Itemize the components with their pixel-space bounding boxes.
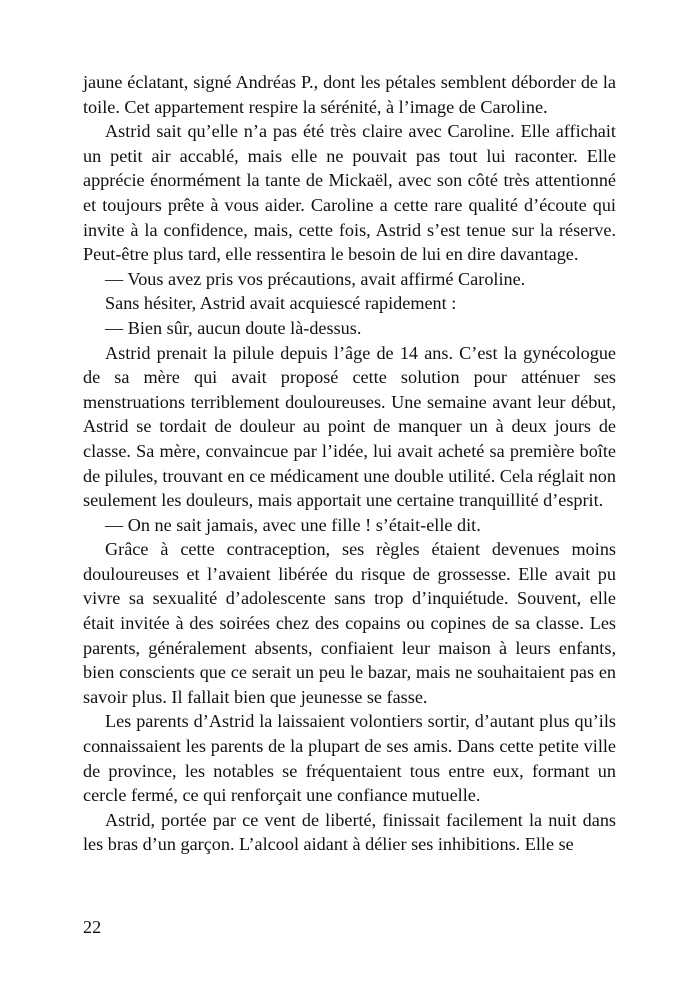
page-number: 22 bbox=[83, 917, 102, 937]
paragraph: Grâce à cette contraception, ses règles étaient devenues moins douloureuses et l’avaient libérée du risque de grossesse. Elle avait pu vivre sa sexualité d’adolescente sans trop d’inquiétude. Souvent, elle était invitée à des soirées chez des copains ou copines de sa classe. Les parents, généralement absents, confiaient leur maison à leurs enfants, bien conscients que ce serait un peu le bazar, mais ne souhaitaient pas en savoir plus. Il fallait bien que jeunesse se fasse. bbox=[83, 539, 616, 707]
body-text bbox=[83, 70, 616, 857]
paragraph: Astrid prenait la pilule depuis l’âge de 14 ans. C’est la gynécologue de sa mère qui avait proposé cette solution pour atténuer ses menstruations terriblement douloureuses. Une semaine avant leur début, Astrid se tordait de douleur au point de manquer un à deux jours de classe. Sa mère, convaincue par l’idée, lui avait acheté sa première boîte de pilules, trouvant en ce médicament une double utilité. Cela réglait non seulement les douleurs, mais apportait une certaine tranquillité d’esprit. bbox=[83, 342, 616, 511]
paragraph: Les parents d’Astrid la laissaient volontiers sortir, d’autant plus qu’ils connaissaient les parents de la plupart de ses amis. Dans cette petite ville de province, les notables se fréquentaient tous entre eux, formant un cercle fermé, ce qui renforçait une confiance mutuelle. bbox=[83, 711, 616, 806]
paragraph: Sans hésiter, Astrid avait acquiescé rapidement : bbox=[105, 293, 457, 314]
dialogue-line: — Vous avez pris vos précautions, avait affirmé Caroline. bbox=[105, 268, 526, 289]
paragraph: Astrid sait qu’elle n’a pas été très claire avec Caroline. Elle affichait un petit air accablé, mais elle ne pouvait pas tout lui raconter. Elle apprécie énormément la tante de Mickaël, avec son côté très attentionné et toujours prête à vous aider. Caroline a cette rare qualité d’écoute qui invite à la confidence, mais, cette fois, Astrid s’est tenue sur la réserve. Peut-être plus tard, elle ressentira le besoin de lui en dire davantage. bbox=[83, 121, 616, 265]
dialogue-line: — On ne sait jamais, avec une fille ! s’était-elle dit. bbox=[105, 514, 481, 535]
paragraph: Astrid, portée par ce vent de liberté, finissait facilement la nuit dans les bras d’un garçon. L’alcool aidant à délier ses inhibitions. Elle se bbox=[83, 809, 616, 855]
paragraph-continuation: jaune éclatant, signé Andréas P., dont les pétales semblent déborder de la toile. Cet appartement respire la sérénité, à l’image de Caroline. bbox=[83, 72, 616, 117]
dialogue-line: — Bien sûr, aucun doute là-dessus. bbox=[105, 317, 362, 338]
